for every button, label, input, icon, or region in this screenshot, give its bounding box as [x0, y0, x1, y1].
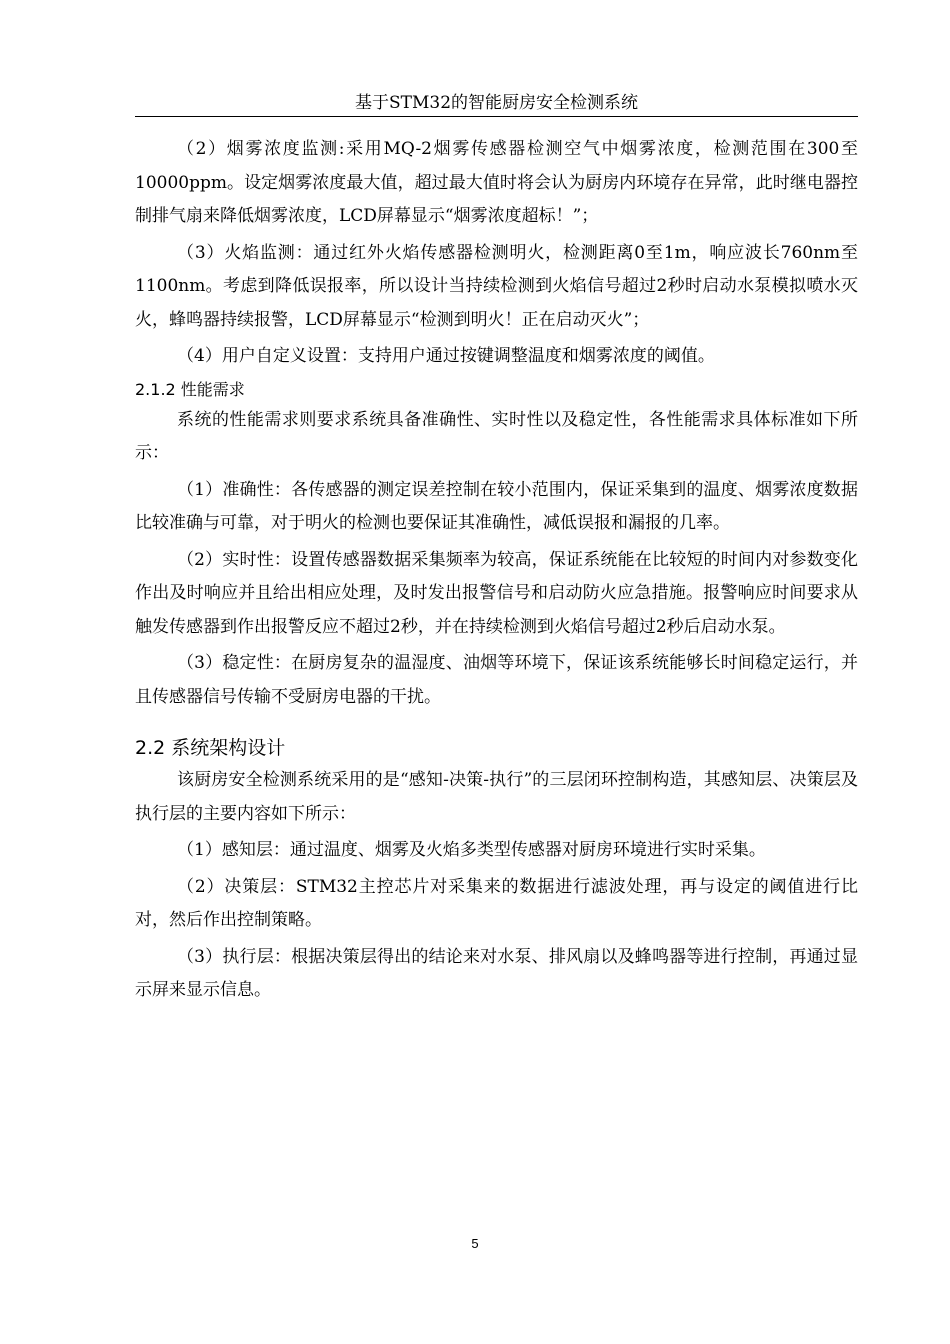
paragraph-custom-settings: （4）用户自定义设置：支持用户通过按键调整温度和烟雾浓度的阈值。: [177, 346, 715, 366]
paragraph-performance-intro: 系统的性能需求则要求系统具备准确性、实时性以及稳定性，各性能需求具体标准如下所示：: [135, 409, 858, 463]
section-heading-performance: 2.1.2 性能需求: [135, 379, 245, 399]
paragraph-flame-monitoring: （3）火焰监测：通过红外火焰传感器检测明火，检测距离0至1m，响应波长760nm至1100nm。考虑到降低误报率，所以设计当持续检测到火焰信号超过2秒时启动水泵模拟喷水灭火，蜂鸣器持续报警，LCD屏幕显示“检测到明火！正在启动灭火”；: [135, 242, 858, 330]
paragraph-smoke-monitoring: （2）烟雾浓度监测:采用MQ-2烟雾传感器检测空气中烟雾浓度，检测范围在300至10000ppm。设定烟雾浓度最大值，超过最大值时将会认为厨房内环境存在异常，此时继电器控制排气扇来降低烟雾浓度，LCD屏幕显示“烟雾浓度超标！”；: [135, 139, 858, 226]
paragraph-accuracy: （1）准确性：各传感器的测定误差控制在较小范围内，保证采集到的温度、烟雾浓度数据比较准确与可靠，对于明火的检测也要保证其准确性，减低误报和漏报的几率。: [135, 479, 858, 533]
section-heading-architecture: 2.2 系统架构设计: [135, 737, 286, 759]
paragraph-sensing-layer: （1）感知层：通过温度、烟雾及火焰多类型传感器对厨房环境进行实时采集。: [177, 840, 766, 860]
paragraph-decision-layer: （2）决策层：STM32主控芯片对采集来的数据进行滤波处理，再与设定的阈值进行比对，然后作出控制策略。: [135, 876, 858, 930]
page-body: [135, 133, 858, 1008]
paragraph-architecture-intro: 该厨房安全检测系统采用的是“感知-决策-执行”的三层闭环控制构造，其感知层、决策层及执行层的主要内容如下所示：: [135, 770, 858, 824]
paragraph-stability: （3）稳定性：在厨房复杂的温湿度、油烟等环境下，保证该系统能够长时间稳定运行，并且传感器信号传输不受厨房电器的干扰。: [135, 653, 858, 707]
running-header: 基于STM32的智能厨房安全检测系统: [135, 92, 858, 117]
paragraph-realtime: （2）实时性：设置传感器数据采集频率为较高，保证系统能在比较短的时间内对参数变化作出及时响应并且给出相应处理，及时发出报警信号和启动防火应急措施。报警响应时间要求从触发传感器到作出报警反应不超过2秒，并在持续检测到火焰信号超过2秒后启动水泵。: [135, 549, 858, 637]
paragraph-execution-layer: （3）执行层：根据决策层得出的结论来对水泵、排风扇以及蜂鸣器等进行控制，再通过显示屏来显示信息。: [135, 946, 858, 1000]
page-number: 5: [471, 1236, 479, 1251]
